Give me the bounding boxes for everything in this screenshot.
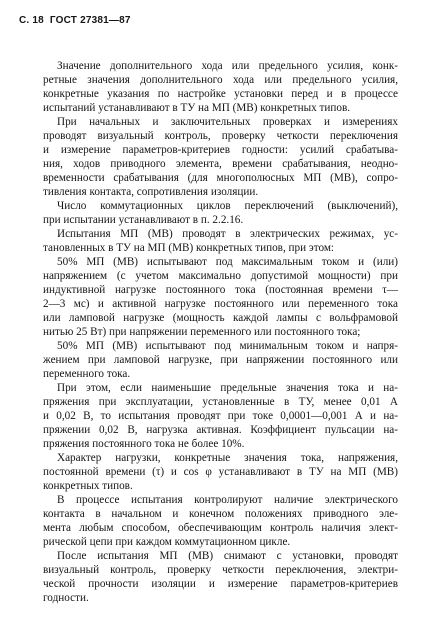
text-line: Число коммутационных циклов переключений (выключений), (57, 200, 398, 212)
text-line: контакта в начальном и конечном положениях приводного эле- (43, 508, 398, 520)
text-line: 50% МП (МВ) испытывают под максимальным током и (или) (57, 256, 398, 268)
text-line: при испытании устанавливают в п. 2.2.16. (43, 214, 244, 226)
text-line: При начальных и заключительных проверках и измерениях (57, 116, 398, 128)
text-line: нитью 25 Вт) при напряжении переменного или постоянного тока; (43, 326, 361, 338)
text-line: Испытания МП (МВ) проводят в электрических режимах, ус- (57, 228, 398, 240)
text-line: тановленных в ТУ на МП (МВ) конкретных типов, при этом: (43, 242, 335, 254)
text-line: пряжения постоянного тока не более 10%. (43, 438, 245, 450)
text-line: конкретных типов. (43, 480, 133, 492)
text-line: конкретные указания по настройке установки перед и в процессе (43, 88, 398, 100)
text-line: ния, ходов приводного элемента, времени срабатывания, неодно- (43, 158, 398, 170)
text-line: и измерение параметров-критериев годности: усилий срабатыва- (43, 144, 398, 156)
text-line: постоянной времени (τ) и cos φ устанавливают в ТУ на МП (МВ) (43, 466, 398, 478)
standard-designation: ГОСТ 27381—87 (49, 15, 131, 26)
text-line: мента любым способом, обеспечивающим контроль наличия элект- (43, 522, 398, 534)
text-line: годности. (43, 592, 89, 604)
text-line: ческой прочности изоляции и измерение параметров-критериев (43, 578, 398, 590)
text-line: ретные значения дополнительного хода или предельного усилия, (43, 74, 398, 86)
text-line: испытаний устанавливают в ТУ на МП (МВ) конкретных типов. (43, 102, 351, 114)
text-line: 50% МП (МВ) испытывают под минимальным током и напря- (57, 340, 398, 352)
text-line: тивления контакта, сопротивления изоляции. (43, 186, 259, 198)
text-line: При этом, если наименьшие предельные значения тока и на- (57, 382, 398, 394)
text-line: В процессе испытания контролируют наличие электрического (57, 494, 398, 506)
page-number: С. 18 (19, 15, 44, 26)
page-header (19, 15, 131, 26)
text-line: проводят визуальный контроль, проверку четкости переключения (43, 130, 398, 142)
text-line: и 0,02 В, то испытания проводят при токе 0,0001—0,001 А и на- (43, 410, 398, 422)
text-line: После испытания МП (МВ) снимают с установки, проводят (57, 550, 398, 562)
text-line: переменного тока. (43, 368, 131, 380)
text-line: Значение дополнительного хода или предельного усилия, конк- (57, 60, 398, 72)
text-line: Характер нагрузки, конкретные значения тока, напряжения, (57, 452, 398, 464)
text-line: временности срабатывания (для многополюсных МП (МВ), сопро- (43, 172, 398, 184)
text-line: 2—3 мс) и активной нагрузке постоянного или переменного тока (43, 298, 398, 310)
text-line: индуктивной нагрузке постоянного тока (постоянная времени τ— (43, 284, 398, 296)
text-line: пряжения при эксплуатации, установленные в ТУ, менее 0,01 А (43, 396, 398, 408)
text-line: или ламповой нагрузке (мощность каждой лампы с вольфрамовой (43, 312, 398, 324)
text-line: рической цепи при каждом коммутационном цикле. (43, 536, 291, 548)
text-line: пряжении 0,02 В, нагрузка активная. Коэффициент пульсации на- (43, 424, 398, 436)
text-line: визуальный контроль, проверку четкости переключения, электри- (43, 564, 398, 576)
text-line: напряжением (с учетом максимально допустимой мощности) при (43, 270, 398, 282)
text-line: жением при ламповой нагрузке, при напряжении постоянного или (43, 354, 398, 366)
